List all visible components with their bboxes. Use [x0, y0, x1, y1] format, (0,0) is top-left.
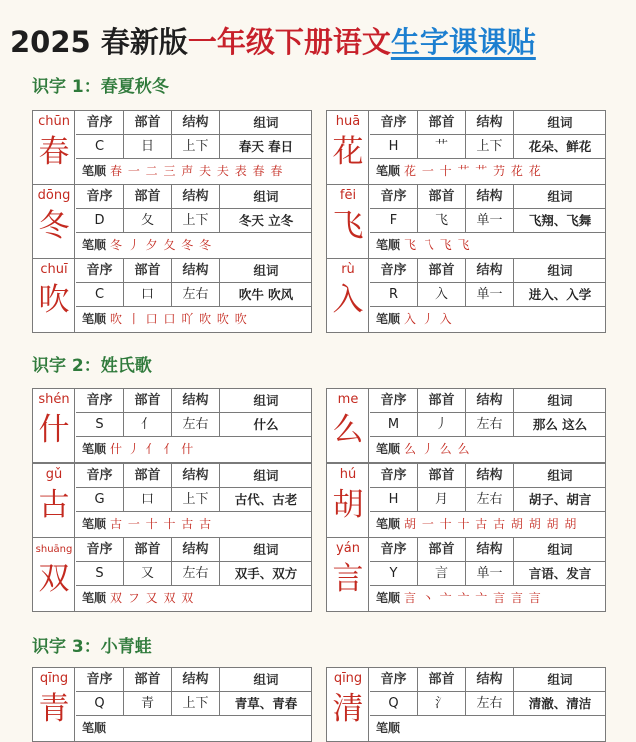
- value-words: 言语、发言: [528, 566, 592, 581]
- header-structure: 结构: [172, 538, 220, 562]
- section-title: 识字 1：春夏秋冬: [32, 77, 169, 97]
- header-structure: 结构: [466, 668, 514, 692]
- char-card: [32, 667, 312, 742]
- pinyin-label: yán: [336, 541, 360, 556]
- header-radical: 部首: [418, 538, 466, 562]
- value-radical: 丿: [418, 413, 466, 437]
- char-info-grid: [370, 668, 606, 741]
- char-card: [326, 463, 606, 538]
- value-order: M: [370, 413, 418, 437]
- page-title: [10, 18, 630, 66]
- value-radical: 夂: [124, 209, 172, 233]
- header-structure: 结构: [172, 111, 220, 135]
- value-structure: 单一: [466, 283, 514, 307]
- header-words: 组词: [547, 393, 573, 408]
- stroke-order: [376, 437, 604, 462]
- header-structure: 结构: [466, 185, 514, 209]
- pinyin-label: qīng: [39, 671, 69, 686]
- char-card: [326, 110, 606, 185]
- section-title: 识字 3：小青蛙: [32, 637, 152, 657]
- stroke-order: [376, 716, 604, 741]
- stroke-label: 笔顺: [82, 238, 107, 252]
- char-info-grid: [76, 464, 312, 537]
- hanzi-character: 古: [38, 487, 70, 523]
- value-row: [370, 135, 606, 159]
- value-structure: 左右: [466, 488, 514, 512]
- value-words: 吹牛 吹风: [238, 287, 294, 302]
- value-radical: 亻: [124, 413, 172, 437]
- header-order: 音序: [370, 464, 418, 488]
- header-radical: 部首: [124, 668, 172, 692]
- value-structure: 单一: [466, 209, 514, 233]
- header-order: 音序: [370, 668, 418, 692]
- header-radical: 部首: [124, 389, 172, 413]
- header-words: 组词: [253, 672, 279, 687]
- char-column: [33, 111, 75, 184]
- char-column: [33, 538, 75, 611]
- char-card: [32, 537, 312, 612]
- header-words: 组词: [547, 115, 573, 130]
- header-radical: 部首: [418, 389, 466, 413]
- pinyin-label: huā: [335, 114, 361, 129]
- char-info-grid: [370, 389, 606, 462]
- char-card: [326, 537, 606, 612]
- char-card: [326, 184, 606, 259]
- header-row: [370, 668, 606, 692]
- pinyin-label: hú: [339, 467, 357, 482]
- value-structure: 左右: [172, 562, 220, 586]
- header-order: 音序: [370, 389, 418, 413]
- pinyin-label: fēi: [339, 188, 357, 203]
- header-words: 组词: [547, 263, 573, 278]
- hanzi-character: 么: [332, 412, 364, 448]
- header-row: [370, 389, 606, 413]
- char-column: [327, 389, 369, 462]
- value-radical: 口: [124, 283, 172, 307]
- char-info-grid: [370, 464, 606, 537]
- stroke-order: [82, 307, 310, 332]
- header-structure: 结构: [172, 668, 220, 692]
- value-structure: 左右: [466, 413, 514, 437]
- stroke-label: 笔顺: [376, 721, 401, 735]
- header-row: [370, 538, 606, 562]
- value-order: S: [76, 562, 124, 586]
- header-words: 组词: [253, 189, 279, 204]
- hanzi-character: 春: [38, 134, 70, 170]
- stroke-row: [370, 586, 606, 611]
- char-column: [327, 111, 369, 184]
- value-structure: 左右: [172, 413, 220, 437]
- stroke-row: [76, 233, 312, 258]
- value-radical: 青: [124, 692, 172, 716]
- value-words: 春天 春日: [238, 139, 294, 154]
- value-radical: 艹: [418, 135, 466, 159]
- stroke-order: [376, 586, 604, 611]
- hanzi-character: 冬: [38, 208, 70, 244]
- stroke-order: [82, 233, 310, 258]
- stroke-order: [376, 159, 604, 184]
- header-row: [76, 389, 312, 413]
- char-column: [327, 259, 369, 332]
- stroke-order: [82, 159, 310, 184]
- value-words: 胡子、胡言: [528, 492, 592, 507]
- header-order: 音序: [370, 259, 418, 283]
- stroke-label: 笔顺: [82, 517, 107, 531]
- value-structure: 上下: [172, 488, 220, 512]
- header-radical: 部首: [418, 668, 466, 692]
- header-structure: 结构: [172, 185, 220, 209]
- char-info-grid: [76, 259, 312, 332]
- value-radical: 言: [418, 562, 466, 586]
- value-radical: 口: [124, 488, 172, 512]
- stroke-sequence: 飞 乁 飞 飞: [404, 238, 471, 252]
- value-radical: 日: [124, 135, 172, 159]
- header-words: 组词: [253, 393, 279, 408]
- value-words: 什么: [253, 417, 279, 432]
- stroke-label: 笔顺: [376, 517, 401, 531]
- char-column: [327, 668, 369, 741]
- char-info-grid: [370, 185, 606, 258]
- value-row: [76, 135, 312, 159]
- header-order: 音序: [370, 538, 418, 562]
- stroke-sequence: 胡 一 十 十 古 古 胡 胡 胡 胡: [404, 517, 578, 531]
- hanzi-character: 入: [332, 282, 364, 318]
- value-row: [76, 413, 312, 437]
- value-structure: 左右: [466, 692, 514, 716]
- stroke-row: [370, 233, 606, 258]
- value-row: [76, 562, 312, 586]
- char-info-grid: [370, 538, 606, 611]
- stroke-sequence: 双 フ 又 双 双: [110, 591, 195, 605]
- value-words: 花朵、鲜花: [528, 139, 592, 154]
- header-row: [76, 538, 312, 562]
- section-title: 识字 2：姓氏歌: [32, 356, 152, 376]
- stroke-row: [76, 586, 312, 611]
- header-row: [370, 111, 606, 135]
- header-row: [76, 185, 312, 209]
- header-words: 组词: [547, 672, 573, 687]
- stroke-sequence: 冬 丿 夕 夂 冬 冬: [110, 238, 213, 252]
- value-structure: 单一: [466, 562, 514, 586]
- hanzi-character: 双: [38, 561, 70, 597]
- title-part-topic: 生字课课贴: [390, 25, 536, 59]
- stroke-sequence: 么 丿 么 么: [404, 442, 471, 456]
- stroke-label: 笔顺: [376, 238, 401, 252]
- header-radical: 部首: [124, 538, 172, 562]
- value-row: [370, 562, 606, 586]
- stroke-sequence: 吹 丨 口 口 吖 吹 吹 吹: [110, 312, 248, 326]
- value-structure: 上下: [172, 135, 220, 159]
- stroke-label: 笔顺: [82, 591, 107, 605]
- char-card: [326, 388, 606, 463]
- char-column: [327, 538, 369, 611]
- stroke-row: [370, 512, 606, 537]
- char-info-grid: [76, 389, 312, 462]
- char-column: [33, 185, 75, 258]
- value-words: 古代、古老: [234, 492, 298, 507]
- header-structure: 结构: [466, 259, 514, 283]
- pinyin-label: shuāng: [35, 544, 73, 555]
- title-part-year: 2025 春新版: [10, 25, 188, 59]
- char-card: [32, 258, 312, 333]
- stroke-label: 笔顺: [376, 442, 401, 456]
- hanzi-character: 青: [38, 691, 70, 727]
- stroke-row: [76, 716, 312, 741]
- pinyin-label: chuī: [40, 262, 68, 277]
- char-info-grid: [76, 538, 312, 611]
- value-row: [370, 413, 606, 437]
- header-row: [76, 668, 312, 692]
- char-card: [32, 110, 312, 185]
- stroke-row: [76, 307, 312, 332]
- value-order: R: [370, 283, 418, 307]
- stroke-row: [76, 159, 312, 184]
- value-row: [370, 488, 606, 512]
- char-info-grid: [76, 668, 312, 741]
- hanzi-character: 胡: [332, 487, 364, 523]
- header-radical: 部首: [418, 464, 466, 488]
- pinyin-label: dōng: [37, 188, 71, 203]
- value-words: 冬天 立冬: [238, 213, 294, 228]
- header-radical: 部首: [124, 111, 172, 135]
- header-order: 音序: [76, 668, 124, 692]
- hanzi-character: 什: [38, 412, 70, 448]
- stroke-row: [370, 716, 606, 741]
- value-words: 那么 这么: [532, 417, 588, 432]
- char-card: [32, 388, 312, 463]
- value-order: D: [76, 209, 124, 233]
- title-part-grade: 一年级下册语文: [187, 25, 391, 59]
- header-order: 音序: [76, 111, 124, 135]
- header-words: 组词: [547, 468, 573, 483]
- value-row: [370, 692, 606, 716]
- value-radical: 月: [418, 488, 466, 512]
- char-column: [327, 185, 369, 258]
- stroke-row: [370, 307, 606, 332]
- value-radical: 入: [418, 283, 466, 307]
- value-order: Y: [370, 562, 418, 586]
- value-structure: 左右: [172, 283, 220, 307]
- char-info-grid: [76, 111, 312, 184]
- header-radical: 部首: [418, 111, 466, 135]
- header-words: 组词: [253, 115, 279, 130]
- pinyin-label: gǔ: [45, 467, 63, 482]
- stroke-order: [376, 307, 604, 332]
- char-column: [33, 668, 75, 741]
- value-structure: 上下: [172, 692, 220, 716]
- header-row: [370, 185, 606, 209]
- char-column: [33, 464, 75, 537]
- value-row: [370, 283, 606, 307]
- value-order: S: [76, 413, 124, 437]
- header-structure: 结构: [466, 389, 514, 413]
- header-row: [370, 464, 606, 488]
- value-row: [76, 692, 312, 716]
- header-structure: 结构: [466, 538, 514, 562]
- header-words: 组词: [547, 542, 573, 557]
- header-order: 音序: [370, 185, 418, 209]
- char-card: [326, 667, 606, 742]
- char-card: [32, 463, 312, 538]
- stroke-sequence: 花 一 十 艹 艹 芀 花 花: [404, 164, 542, 178]
- stroke-label: 笔顺: [82, 442, 107, 456]
- header-row: [76, 111, 312, 135]
- header-order: 音序: [76, 538, 124, 562]
- stroke-order: [82, 586, 310, 611]
- header-order: 音序: [76, 259, 124, 283]
- value-order: C: [76, 283, 124, 307]
- stroke-label: 笔顺: [376, 591, 401, 605]
- pinyin-label: chūn: [38, 114, 70, 129]
- header-row: [370, 259, 606, 283]
- char-card: [326, 258, 606, 333]
- stroke-label: 笔顺: [82, 312, 107, 326]
- char-info-grid: [76, 185, 312, 258]
- pinyin-label: qīng: [333, 671, 363, 686]
- hanzi-character: 飞: [332, 208, 364, 244]
- stroke-order: [376, 512, 604, 537]
- value-words: 青草、青春: [234, 696, 298, 711]
- value-row: [76, 488, 312, 512]
- pinyin-label: shén: [38, 392, 70, 407]
- stroke-row: [370, 159, 606, 184]
- value-order: H: [370, 135, 418, 159]
- stroke-row: [76, 512, 312, 537]
- header-structure: 结构: [466, 464, 514, 488]
- stroke-sequence: 入 丿 入: [404, 312, 453, 326]
- stroke-order: [82, 437, 310, 462]
- hanzi-character: 花: [332, 134, 364, 170]
- header-radical: 部首: [124, 259, 172, 283]
- value-order: C: [76, 135, 124, 159]
- char-column: [33, 389, 75, 462]
- value-structure: 上下: [466, 135, 514, 159]
- header-radical: 部首: [124, 185, 172, 209]
- header-row: [76, 464, 312, 488]
- value-radical: 又: [124, 562, 172, 586]
- header-order: 音序: [76, 389, 124, 413]
- header-structure: 结构: [172, 259, 220, 283]
- stroke-label: 笔顺: [376, 312, 401, 326]
- char-card: [32, 184, 312, 259]
- value-radical: 飞: [418, 209, 466, 233]
- stroke-sequence: 什 丿 亻 亻 什: [110, 442, 195, 456]
- header-radical: 部首: [418, 259, 466, 283]
- hanzi-character: 清: [332, 691, 364, 727]
- stroke-label: 笔顺: [82, 721, 107, 735]
- value-order: Q: [370, 692, 418, 716]
- stroke-order: [376, 233, 604, 258]
- value-row: [370, 209, 606, 233]
- stroke-sequence: 春 一 二 三 声 夫 夫 表 春 春: [110, 164, 284, 178]
- char-info-grid: [370, 259, 606, 332]
- header-radical: 部首: [418, 185, 466, 209]
- value-row: [76, 209, 312, 233]
- header-order: 音序: [76, 185, 124, 209]
- header-radical: 部首: [124, 464, 172, 488]
- value-structure: 上下: [172, 209, 220, 233]
- stroke-sequence: 言 丶 亠 亠 亠 言 言 言: [404, 591, 542, 605]
- header-words: 组词: [253, 468, 279, 483]
- stroke-sequence: 古 一 十 十 古 古: [110, 517, 213, 531]
- header-row: [76, 259, 312, 283]
- stroke-order: [82, 512, 310, 537]
- stroke-row: [76, 437, 312, 462]
- stroke-order: [82, 716, 310, 741]
- value-order: Q: [76, 692, 124, 716]
- header-structure: 结构: [172, 389, 220, 413]
- value-order: G: [76, 488, 124, 512]
- stroke-row: [370, 437, 606, 462]
- header-words: 组词: [253, 263, 279, 278]
- value-words: 清澈、清洁: [528, 696, 592, 711]
- value-words: 飞翔、飞舞: [528, 213, 592, 228]
- header-structure: 结构: [172, 464, 220, 488]
- value-words: 双手、双方: [234, 566, 298, 581]
- char-column: [33, 259, 75, 332]
- char-column: [327, 464, 369, 537]
- char-info-grid: [370, 111, 606, 184]
- pinyin-label: rù: [341, 262, 355, 277]
- value-order: H: [370, 488, 418, 512]
- header-words: 组词: [253, 542, 279, 557]
- stroke-label: 笔顺: [376, 164, 401, 178]
- value-order: F: [370, 209, 418, 233]
- header-words: 组词: [547, 189, 573, 204]
- stroke-label: 笔顺: [82, 164, 107, 178]
- hanzi-character: 言: [332, 561, 364, 597]
- value-words: 进入、入学: [528, 287, 592, 302]
- hanzi-character: 吹: [38, 282, 70, 318]
- header-order: 音序: [370, 111, 418, 135]
- value-radical: 氵: [418, 692, 466, 716]
- header-order: 音序: [76, 464, 124, 488]
- value-row: [76, 283, 312, 307]
- pinyin-label: me: [337, 392, 359, 407]
- header-structure: 结构: [466, 111, 514, 135]
